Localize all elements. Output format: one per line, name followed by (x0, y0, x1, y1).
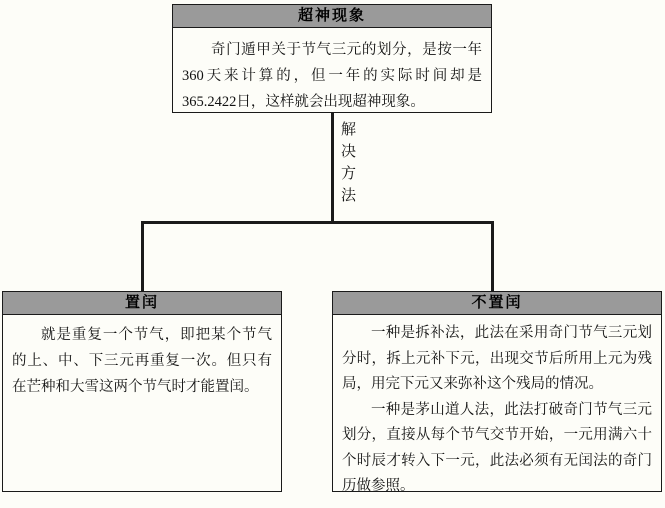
node-buzhirun-body (333, 315, 661, 508)
node-root-title: 超神现象 (173, 5, 491, 28)
trunk-label-char-3: 方 (340, 166, 357, 182)
connector-to-left-node (141, 221, 144, 291)
connector-horizontal-bus (141, 221, 494, 224)
node-zhirun-title: 置闰 (3, 292, 281, 315)
node-root-body (173, 28, 491, 123)
trunk-label-char-1: 解 (340, 122, 357, 138)
node-buzhirun (332, 291, 662, 492)
connector-root-to-branch (331, 113, 334, 221)
node-buzhirun-title: 不置闰 (333, 292, 661, 315)
node-zhirun-body (3, 315, 281, 408)
trunk-label-char-4: 法 (340, 188, 357, 204)
trunk-label-char-2: 决 (340, 144, 357, 160)
node-buzhirun-paragraph-2: 一种是茅山道人法，此法打破奇门节气三元划分，直接从每个节气交节开始，一元用满六十个时辰才转入下一元，此法必须有无闰法的奇门历做参照。 (342, 401, 652, 494)
trunk-label (338, 119, 360, 207)
node-buzhirun-paragraph-1: 一种是拆补法，此法在采用奇门节气三元划分时，拆上元补下元，出现交节后所用上元为残局，用完下元又来弥补这个残局的情况。 (342, 325, 652, 392)
node-root (172, 4, 492, 113)
node-root-paragraph-1: 奇门遁甲关于节气三元的划分，是按一年360天来计算的，但一年的实际时间却是365.2422日，这样就会出现超神现象。 (182, 42, 482, 110)
connector-to-right-node (491, 221, 494, 291)
node-zhirun-paragraph-1: 就是重复一个节气，即把某个节气的上、中、下三元再重复一次。但只有在芒种和大雪这两个节气时才能置闰。 (12, 327, 272, 395)
node-zhirun (2, 291, 282, 492)
